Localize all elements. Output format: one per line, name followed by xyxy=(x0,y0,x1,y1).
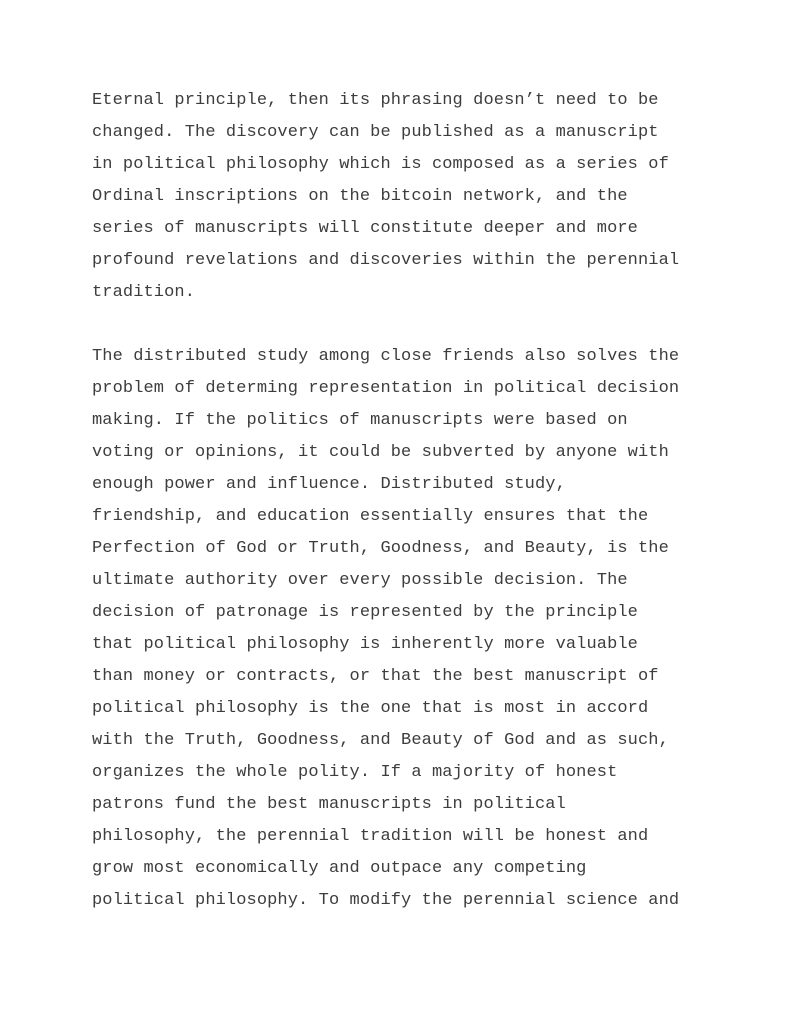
text-line: Eternal principle, then its phrasing doesn’t need to be xyxy=(92,91,659,110)
text-line: ultimate authority over every possible decision. The xyxy=(92,571,628,590)
text-line: problem of determing representation in political decision xyxy=(92,379,680,398)
text-line: profound revelations and discoveries within the perennial xyxy=(92,251,680,270)
text-line: political philosophy. To modify the perennial science and xyxy=(92,891,680,910)
text-line: political philosophy is the one that is most in accord xyxy=(92,699,649,718)
document-text xyxy=(92,85,732,917)
text-line: friendship, and education essentially ensures that the xyxy=(92,507,649,526)
paragraph xyxy=(92,85,732,309)
text-line: organizes the whole polity. If a majority of honest xyxy=(92,763,618,782)
text-line: Perfection of God or Truth, Goodness, and Beauty, is the xyxy=(92,539,669,558)
text-line: that political philosophy is inherently more valuable xyxy=(92,635,638,654)
text-line: The distributed study among close friends also solves the xyxy=(92,347,680,366)
text-line: grow most economically and outpace any competing xyxy=(92,859,587,878)
text-line: tradition. xyxy=(92,283,196,302)
text-line: patrons fund the best manuscripts in political xyxy=(92,795,566,814)
text-line: with the Truth, Goodness, and Beauty of God and as such, xyxy=(92,731,669,750)
text-line: voting or opinions, it could be subverted by anyone with xyxy=(92,443,669,462)
text-line: decision of patronage is represented by the principle xyxy=(92,603,638,622)
text-line: making. If the politics of manuscripts were based on xyxy=(92,411,628,430)
text-line: series of manuscripts will constitute deeper and more xyxy=(92,219,638,238)
text-line: philosophy, the perennial tradition will be honest and xyxy=(92,827,649,846)
text-line: in political philosophy which is composed as a series of xyxy=(92,155,669,174)
paragraph xyxy=(92,341,732,917)
text-line: than money or contracts, or that the best manuscript of xyxy=(92,667,659,686)
text-line: enough power and influence. Distributed study, xyxy=(92,475,566,494)
text-line: changed. The discovery can be published as a manuscript xyxy=(92,123,659,142)
text-line: Ordinal inscriptions on the bitcoin network, and the xyxy=(92,187,628,206)
